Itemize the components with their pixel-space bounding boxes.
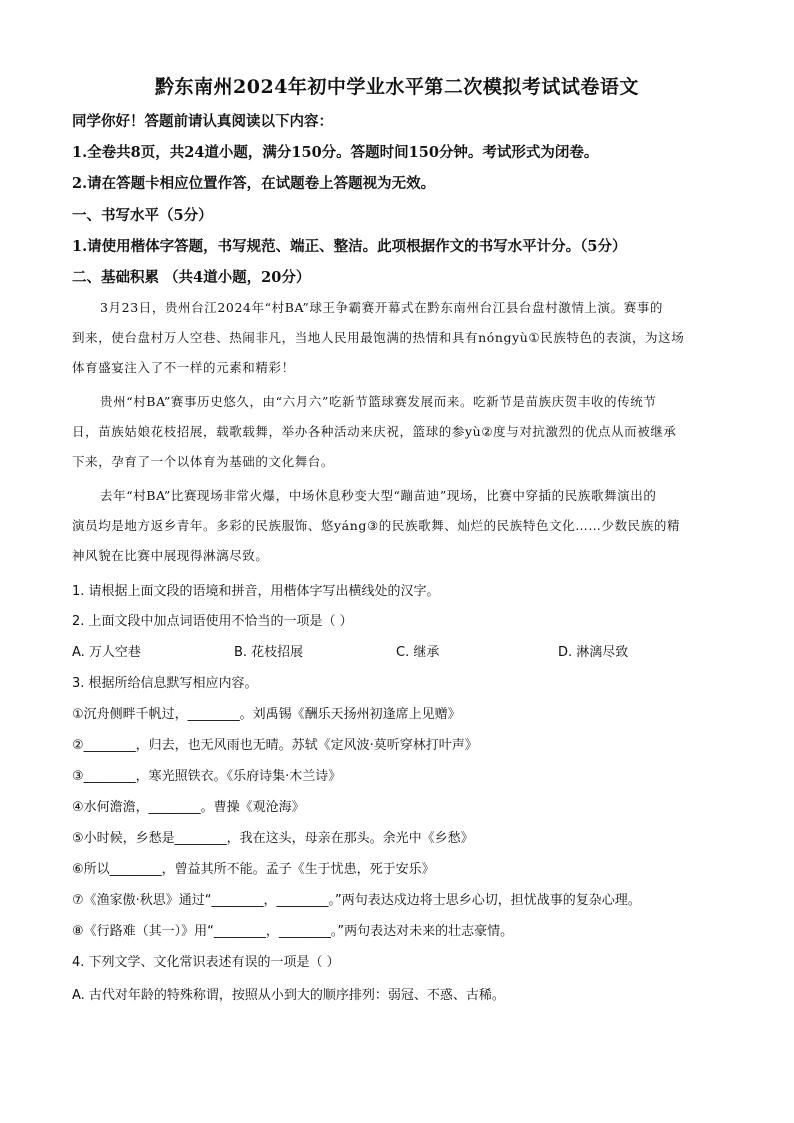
question-4: 4. 下列文学、文化常识表述有误的一项是（ ）	[72, 955, 340, 970]
recitation-item: ①沉舟侧畔千帆过，________。刘禹锡《酬乐天扬州初逢席上见赠》	[72, 707, 461, 722]
page-title: 黔东南州2024年初中学业水平第二次模拟考试试卷语文	[155, 76, 639, 98]
passage-line: 去年“村BA”比赛现场非常火爆，中场休息秒变大型“蹦苗迪”现场，比赛中穿插的民族歌舞演出的	[100, 488, 657, 503]
notice-greeting: 同学你好！答题前请认真阅读以下内容：	[72, 113, 333, 130]
recitation-item: ⑤小时候，乡愁是________，我在这头，母亲在那头。余光中《乡愁》	[72, 831, 474, 846]
passage-line: 3月23日，贵州台江2024年“村BA”球王争霸赛开幕式在黔东南州台江县台盘村激情上演。赛事的	[100, 300, 664, 315]
section-1-heading: 一、书写水平（5分）	[72, 207, 213, 224]
recitation-item: ②________，归去，也无风雨也无晴。苏轼《定风波·莫听穿林打叶声》	[72, 738, 478, 753]
passage-line: 下来，孕育了一个以体育为基础的文化舞台。	[72, 454, 335, 469]
passage-line: 演员均是地方返乡青年。多彩的民族服饰、悠yáng③的民族歌舞、灿烂的民族特色文化……少数民族的精	[72, 518, 681, 533]
option-d: D. 淋漓尽致	[558, 645, 629, 660]
recitation-item: ⑦《渔家傲·秋思》通过“________，________。”两句表达戍边将士思乡心切，担忧战事的复杂心理。	[72, 893, 641, 908]
passage-line: 神风貌在比赛中展现得淋漓尽致。	[72, 548, 269, 563]
recitation-item: ⑥所以________，曾益其所不能。孟子《生于忧患，死于安乐》	[72, 862, 435, 877]
option-c: C. 继承	[396, 645, 440, 660]
section-2-heading: 二、基础积累 （共4道小题，20分）	[72, 269, 311, 286]
notice-item-1: 1.全卷共8页，共24道小题，满分150分。答题时间150分钟。考试形式为闭卷。	[72, 144, 599, 161]
notice-item-2: 2.请在答题卡相应位置作答，在试题卷上答题视为无效。	[72, 175, 436, 192]
recitation-item: ③________，寒光照铁衣。《乐府诗集·木兰诗》	[72, 769, 342, 784]
recitation-item: ④水何澹澹，________。曹操《观沧海》	[72, 800, 305, 815]
section-1-question: 1.请使用楷体字答题，书写规范、端正、整洁。此项根据作文的书写水平计分。（5分）	[72, 238, 627, 255]
passage-line: 体育盛宴注入了不一样的元素和精彩！	[72, 360, 295, 375]
option-b: B. 花枝招展	[234, 645, 304, 660]
question-1: 1. 请根据上面文段的语境和拼音，用楷体字写出横线处的汉字。	[72, 584, 440, 599]
question-2: 2. 上面文段中加点词语使用不恰当的一项是（ ）	[72, 614, 353, 629]
question-3: 3. 根据所给信息默写相应内容。	[72, 676, 258, 691]
passage-line: 日，苗族姑娘花枝招展，载歌载舞，举办各种活动来庆祝，篮球的参yù②度与对抗激烈的优点从而被继承	[72, 424, 677, 439]
option-a: A. 万人空巷	[72, 645, 141, 660]
passage-line: 贵州“村BA”赛事历史悠久，由“六月六”吃新节篮球赛发展而来。吃新节是苗族庆贺丰收的传统节	[100, 394, 657, 409]
question-4-option-a: A. 古代对年龄的特殊称谓，按照从小到大的顺序排列：弱冠、不惑、古稀。	[72, 988, 505, 1003]
passage-line: 到来，使台盘村万人空巷、热闹非凡，当地人民用最饱满的热情和具有nóngyù①民族特色的表演，为这场	[72, 330, 685, 345]
recitation-item: ⑧《行路难（其一）》用“________，________。”两句表达对未来的壮志豪情。	[72, 924, 514, 939]
